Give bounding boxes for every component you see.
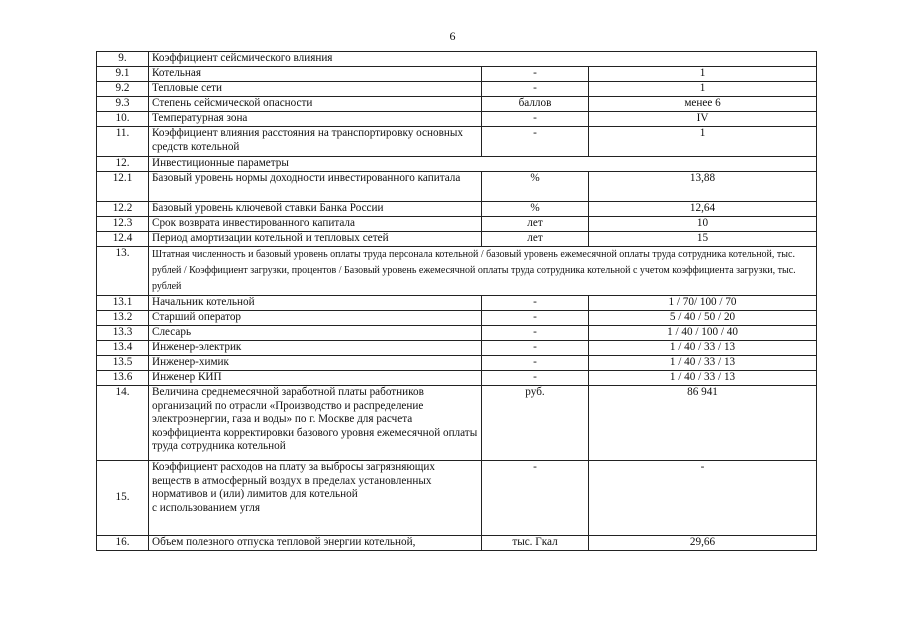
row-number: 9.1 [97, 67, 149, 82]
row-number: 11. [97, 127, 149, 157]
table-row [97, 311, 817, 326]
row-name: Величина среднемесячной заработной платы работников организаций по отрасли «Производство и распределение электроэнергии, газа и воды» по г. Москве для расчета коэффициента корректировки базового уровня ежемесячной оплаты труда сотрудника котельной [149, 386, 482, 461]
row-number: 16. [97, 536, 149, 551]
row-value: 1 / 40 / 33 / 13 [589, 371, 817, 386]
row-unit: руб. [482, 386, 589, 461]
table-row [97, 296, 817, 311]
row-number: 12.3 [97, 217, 149, 232]
table-row [97, 371, 817, 386]
row-unit: - [482, 341, 589, 356]
row-name: Старший оператор [149, 311, 482, 326]
row-unit: лет [482, 232, 589, 247]
row-unit: - [482, 461, 589, 536]
row-name: Коэффициент расходов на плату за выбросы загрязняющих веществ в атмосферный воздух в пределах установленных нормативов и (или) лимитов для котельной с использованием угля [149, 461, 482, 536]
row-unit: тыс. Гкал [482, 536, 589, 551]
table-row [97, 202, 817, 217]
row-name: Инженер-химик [149, 356, 482, 371]
table-row [97, 341, 817, 356]
row-value: 10 [589, 217, 817, 232]
parameters-table-body [97, 52, 817, 551]
row-unit: - [482, 326, 589, 341]
row-value: менее 6 [589, 97, 817, 112]
row-number: 12.1 [97, 172, 149, 202]
row-number: 12.2 [97, 202, 149, 217]
row-name: Инженер-электрик [149, 341, 482, 356]
table-row [97, 52, 817, 67]
row-value: - [589, 461, 817, 536]
row-value: 13,88 [589, 172, 817, 202]
row-unit: баллов [482, 97, 589, 112]
row-number: 14. [97, 386, 149, 461]
table-row [97, 536, 817, 551]
row-number: 13.3 [97, 326, 149, 341]
row-name: Коэффициент влияния расстояния на транспортировку основных средств котельной [149, 127, 482, 157]
row-number: 9. [97, 52, 149, 67]
row-number: 9.2 [97, 82, 149, 97]
row-value: 1 [589, 67, 817, 82]
row-unit: лет [482, 217, 589, 232]
row-unit: % [482, 202, 589, 217]
row-name: Тепловые сети [149, 82, 482, 97]
row-name: Температурная зона [149, 112, 482, 127]
row-name: Период амортизации котельной и тепловых сетей [149, 232, 482, 247]
row-name: Коэффициент сейсмического влияния [149, 52, 817, 67]
table-row [97, 386, 817, 461]
table-row [97, 157, 817, 172]
row-number: 13. [97, 247, 149, 296]
row-value: 15 [589, 232, 817, 247]
row-unit: - [482, 371, 589, 386]
row-name: Срок возврата инвестированного капитала [149, 217, 482, 232]
row-number: 13.4 [97, 341, 149, 356]
row-value: 1 [589, 82, 817, 97]
row-value: 12,64 [589, 202, 817, 217]
row-unit: - [482, 82, 589, 97]
table-row [97, 67, 817, 82]
row-number: 15. [97, 461, 149, 536]
table-row [97, 112, 817, 127]
row-name: Базовый уровень ключевой ставки Банка России [149, 202, 482, 217]
row-name: Инженер КИП [149, 371, 482, 386]
row-name: Базовый уровень нормы доходности инвестированного капитала [149, 172, 482, 202]
row-number: 13.6 [97, 371, 149, 386]
row-unit: - [482, 311, 589, 326]
row-value: 1 / 40 / 33 / 13 [589, 356, 817, 371]
row-name: Штатная численность и базовый уровень оплаты труда персонала котельной / базовый уровень ежемесячной оплаты труда сотрудника котельной, тыс. рублей / Коэффициент загрузки, процентов / Базовый уровень ежемесячной оплаты труда сотрудника котельной с учетом коэффициента загрузки, тыс. рублей [149, 247, 817, 296]
row-value: 86 941 [589, 386, 817, 461]
row-unit: - [482, 112, 589, 127]
row-value: 29,66 [589, 536, 817, 551]
row-number: 13.5 [97, 356, 149, 371]
row-value: 1 / 40 / 33 / 13 [589, 341, 817, 356]
row-unit: % [482, 172, 589, 202]
row-unit: - [482, 356, 589, 371]
row-number: 12. [97, 157, 149, 172]
row-number: 13.1 [97, 296, 149, 311]
table-row [97, 247, 817, 296]
row-name: Слесарь [149, 326, 482, 341]
row-number: 10. [97, 112, 149, 127]
table-row [97, 356, 817, 371]
row-unit: - [482, 127, 589, 157]
row-number: 12.4 [97, 232, 149, 247]
parameters-table [96, 51, 817, 551]
row-unit: - [482, 296, 589, 311]
table-row [97, 97, 817, 112]
row-name: Котельная [149, 67, 482, 82]
row-value: IV [589, 112, 817, 127]
row-name: Начальник котельной [149, 296, 482, 311]
table-row [97, 217, 817, 232]
row-name: Объем полезного отпуска тепловой энергии котельной, [149, 536, 482, 551]
table-row [97, 461, 817, 536]
row-value: 1 / 40 / 100 / 40 [589, 326, 817, 341]
row-value: 5 / 40 / 50 / 20 [589, 311, 817, 326]
table-row [97, 82, 817, 97]
row-value: 1 [589, 127, 817, 157]
page-number: 6 [449, 29, 456, 43]
row-value: 1 / 70/ 100 / 70 [589, 296, 817, 311]
row-number: 9.3 [97, 97, 149, 112]
table-row [97, 172, 817, 202]
table-row [97, 326, 817, 341]
row-name: Инвестиционные параметры [149, 157, 817, 172]
row-number: 13.2 [97, 311, 149, 326]
table-row [97, 127, 817, 157]
row-unit: - [482, 67, 589, 82]
table-row [97, 232, 817, 247]
row-name: Степень сейсмической опасности [149, 97, 482, 112]
